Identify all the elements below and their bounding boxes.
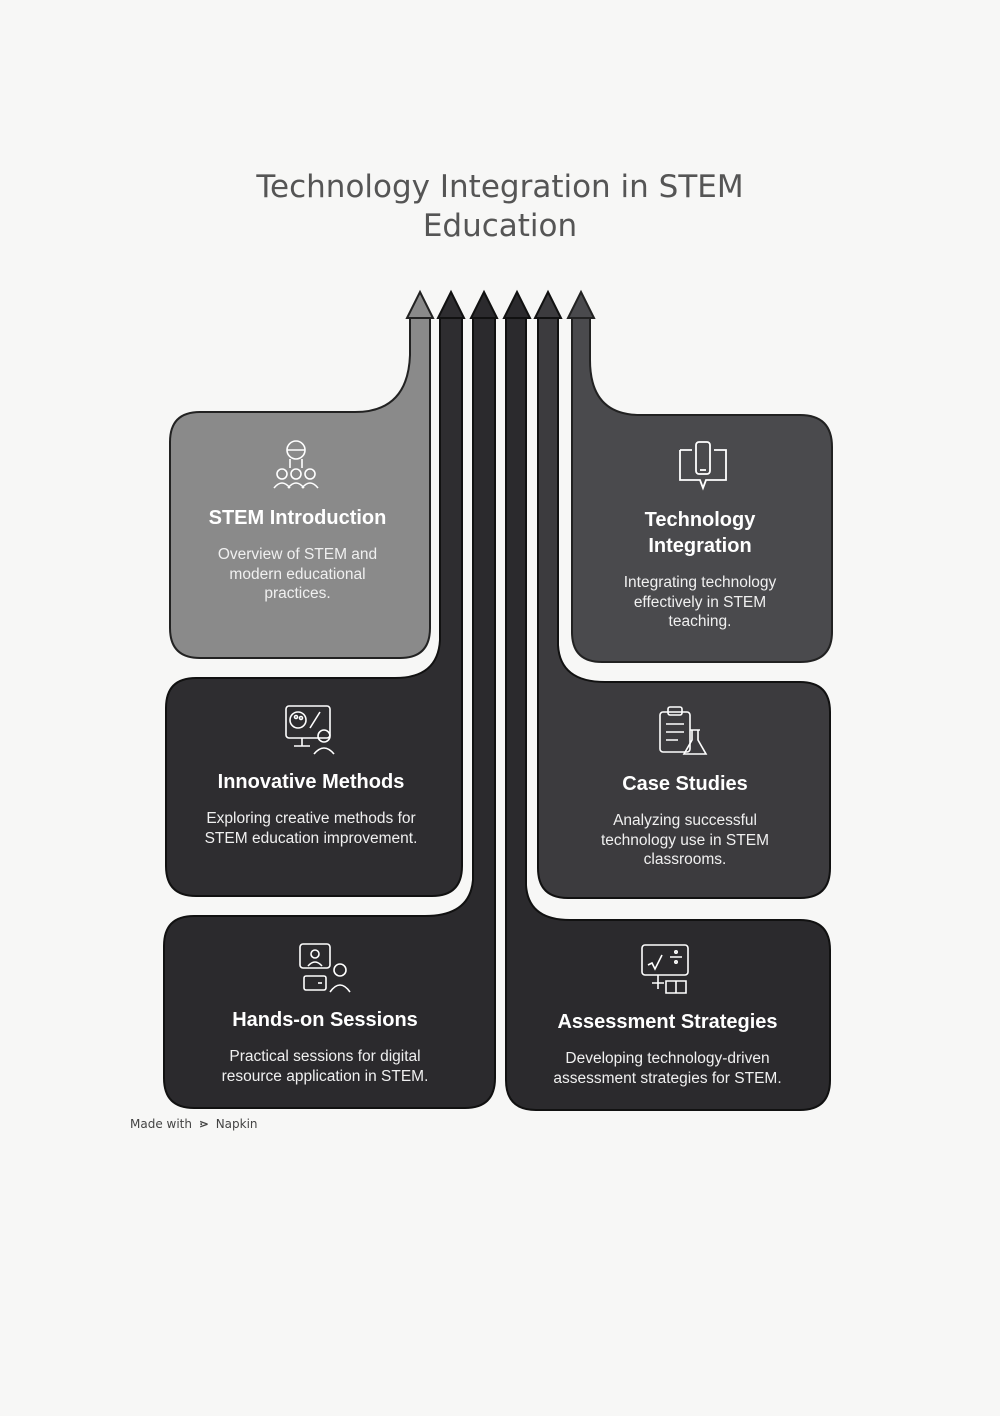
- card-description: Analyzing successful technology use in STEM classrooms.: [600, 812, 769, 868]
- card-title: Hands-on Sessions: [232, 1009, 418, 1031]
- title-line-1: Technology Integration in STEM: [256, 169, 744, 205]
- credit-prefix: Made with: [130, 1117, 192, 1131]
- card-title: Innovative Methods: [217, 771, 405, 793]
- arrowhead-technology-integration: [568, 292, 594, 318]
- card-description: Integrating technology effectively in STEM teaching.: [623, 574, 777, 630]
- card-title: Technology Integration: [644, 509, 756, 557]
- card-text-stem-introduction: [190, 505, 405, 604]
- card-description: Practical sessions for digital resource application in STEM.: [221, 1048, 429, 1085]
- arrowhead-assessment-strategies: [504, 292, 530, 318]
- title-line-2: Education: [422, 208, 578, 244]
- arrowhead-stem-introduction: [407, 292, 433, 318]
- credit-brand: Napkin: [215, 1117, 258, 1131]
- card-text-assessment-strategies: [535, 1009, 800, 1088]
- card-text-hands-on-sessions: [190, 1007, 460, 1086]
- card-description: Developing technology-driven assessment strategies for STEM.: [553, 1050, 782, 1087]
- card-title: Assessment Strategies: [557, 1011, 778, 1033]
- card-description: Exploring creative methods for STEM education improvement.: [204, 810, 418, 847]
- arrowhead-case-studies: [535, 292, 561, 318]
- card-text-technology-integration: [590, 507, 810, 632]
- card-shape-stem-introduction: [170, 318, 430, 658]
- card-text-innovative-methods: [180, 769, 442, 848]
- made-with-napkin-credit: [130, 1117, 258, 1131]
- arrowhead-hands-on-sessions: [471, 292, 497, 318]
- napkin-logo-icon: ⋗: [198, 1117, 209, 1131]
- card-title: Case Studies: [622, 773, 748, 795]
- card-text-case-studies: [565, 771, 805, 870]
- card-title: STEM Introduction: [208, 507, 387, 529]
- card-description: Overview of STEM and modern educational practices.: [217, 546, 378, 602]
- arrowhead-innovative-methods: [438, 292, 464, 318]
